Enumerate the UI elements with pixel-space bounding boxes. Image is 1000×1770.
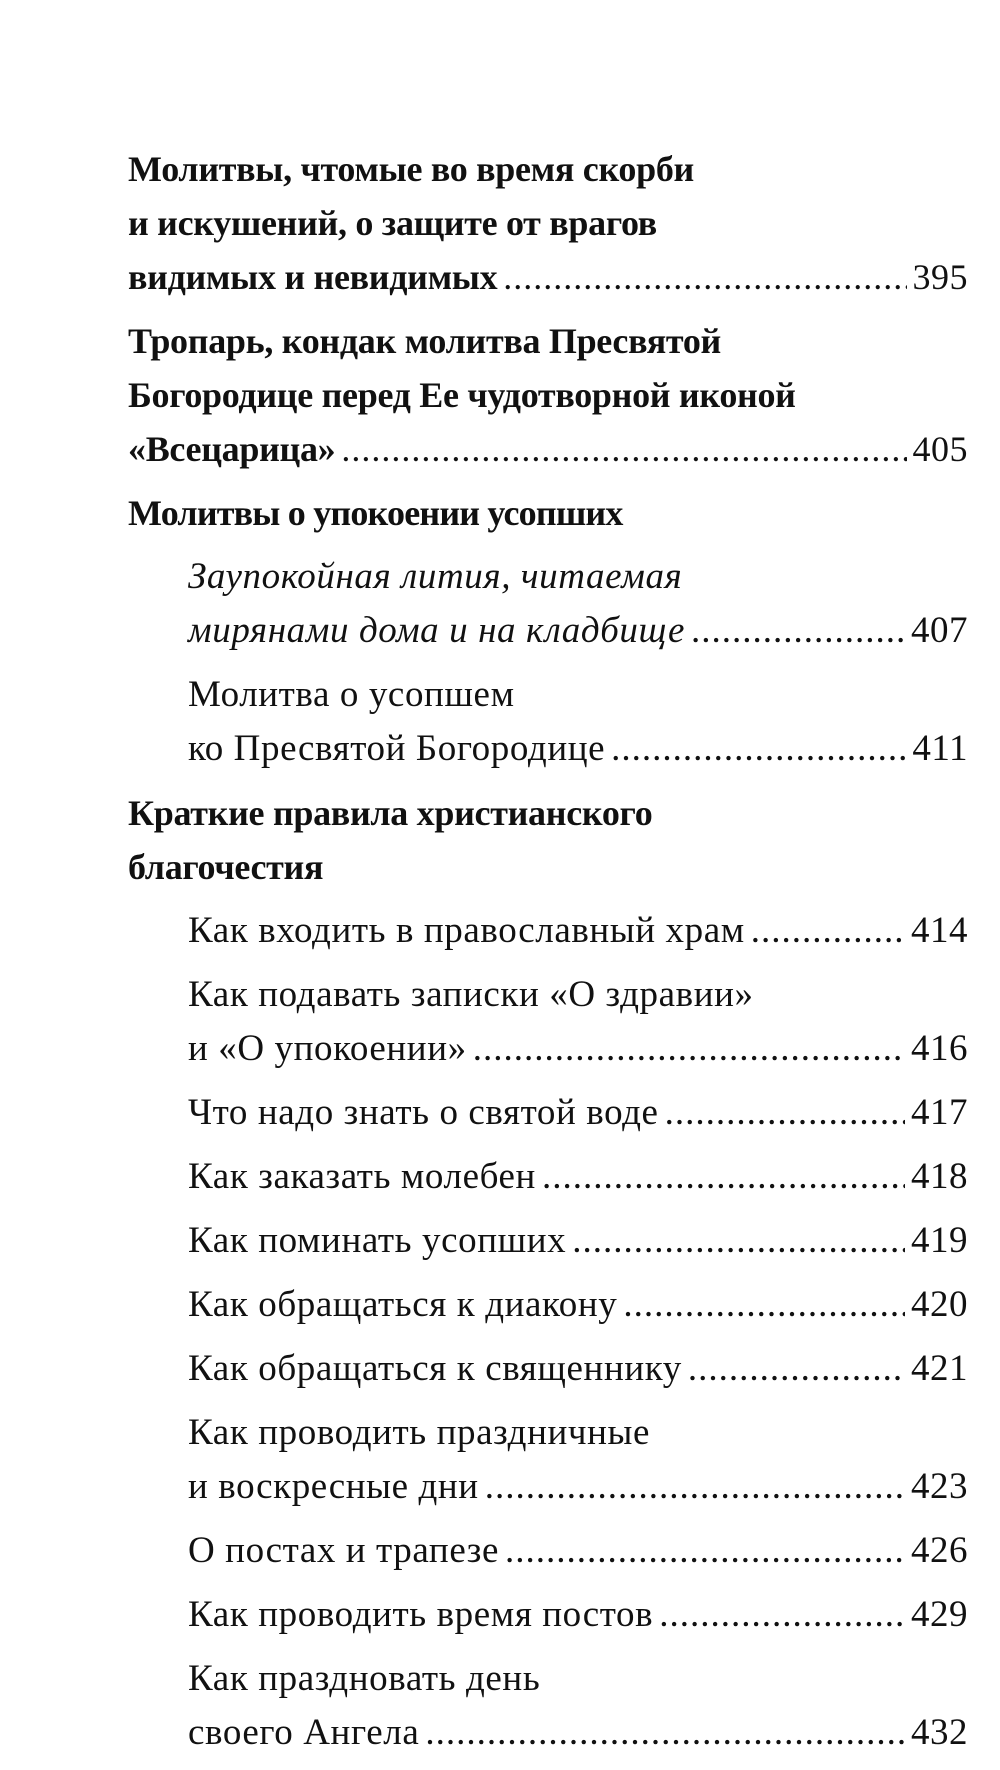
toc-subentry-fasts-meals[interactable] <box>128 1524 968 1578</box>
toc-entry-line <box>188 1706 968 1760</box>
toc-entry-text: Молитва о усопшем <box>188 674 515 715</box>
toc-entry-text: Как обращаться к священнику <box>188 1348 682 1389</box>
toc-entry-line <box>188 1278 968 1332</box>
toc-entry-line <box>188 1214 968 1268</box>
dot-leader <box>542 1150 905 1204</box>
toc-subentry-deacon[interactable] <box>128 1278 968 1332</box>
section-heading-text: Молитвы о упокоении усопших <box>128 493 623 533</box>
toc-subentry-name-day[interactable] <box>128 1652 968 1760</box>
dot-leader <box>425 1706 905 1760</box>
toc-entry-line <box>188 1022 968 1076</box>
toc-entry-line <box>188 1406 968 1460</box>
toc-entry-text: ко Пресвятой Богородице <box>188 728 606 769</box>
toc-entry-text: «Всецарица» <box>128 429 336 469</box>
toc-entry-line <box>128 422 968 476</box>
dot-leader <box>572 1214 905 1268</box>
section-heading-text: благочестия <box>128 847 324 887</box>
toc-entry-text: и искушений, о защите от врагов <box>128 203 657 243</box>
dot-leader <box>659 1588 905 1642</box>
toc-entry-line <box>128 142 968 196</box>
toc-entry-line <box>188 1588 968 1642</box>
toc-entry-text: видимых и невидимых <box>128 257 498 297</box>
section-heading <box>128 840 968 894</box>
toc-subentry-enter-temple[interactable] <box>128 904 968 958</box>
toc-entry-text: Что надо знать о святой воде <box>188 1092 659 1133</box>
toc-entry-text: и воскресные дни <box>188 1466 479 1507</box>
toc-subentry-commemorate[interactable] <box>128 1214 968 1268</box>
toc-entry-line <box>188 904 968 958</box>
toc-entry-line <box>188 1342 968 1396</box>
toc-entry-text: Как проводить праздничные <box>188 1412 650 1453</box>
toc-entry-text: О постах и трапезе <box>188 1530 500 1571</box>
toc-entry-line <box>188 1460 968 1514</box>
dot-leader <box>341 422 906 476</box>
toc-subentry-litiya[interactable] <box>128 550 968 658</box>
toc-subentry-fasting-time[interactable] <box>128 1588 968 1642</box>
dot-leader <box>665 1086 905 1140</box>
toc-entry-text: и «О упокоении» <box>188 1028 467 1069</box>
toc-entry-text: Богородице перед Ее чудотворной иконой <box>128 375 796 415</box>
toc-entry-line <box>188 668 968 722</box>
toc-entry-text: Как поминать усопших <box>188 1220 567 1261</box>
toc-entry-text: Как входить в православный храм <box>188 910 745 951</box>
toc-entry-text: Как обращаться к диакону <box>188 1284 618 1325</box>
toc-subentry-holidays[interactable] <box>128 1406 968 1514</box>
table-of-contents <box>128 142 968 1770</box>
page-number: 421 <box>911 1348 968 1389</box>
page-number: 407 <box>911 610 968 651</box>
toc-entry-line <box>188 604 968 658</box>
dot-leader <box>505 1524 905 1578</box>
page-number: 395 <box>912 257 968 297</box>
page-number: 419 <box>911 1220 968 1261</box>
page-number: 423 <box>911 1466 968 1507</box>
toc-entry-text: Как заказать молебен <box>188 1156 536 1197</box>
page-number: 405 <box>912 429 968 469</box>
toc-entry-text: Как проводить время постов <box>188 1594 654 1635</box>
page-number: 416 <box>911 1028 968 1069</box>
toc-entry-line <box>188 1652 968 1706</box>
page-number: 426 <box>911 1530 968 1571</box>
toc-entry-text: мирянами дома и на кладбище <box>188 610 686 651</box>
dot-leader <box>691 604 905 658</box>
page-number: 420 <box>911 1284 968 1325</box>
toc-entry-text: Как праздновать день <box>188 1658 541 1699</box>
toc-subentry-holy-water[interactable] <box>128 1086 968 1140</box>
section-heading <box>128 786 968 840</box>
toc-entry-line <box>188 968 968 1022</box>
toc-entry-line <box>188 1150 968 1204</box>
toc-entry-text: своего Ангела <box>188 1712 420 1753</box>
page-number: 418 <box>911 1156 968 1197</box>
toc-entry-troparion-vsetsaritsa[interactable] <box>128 314 968 476</box>
toc-entry-line <box>188 722 968 776</box>
toc-entry-line <box>128 314 968 368</box>
dot-leader <box>503 250 906 304</box>
page-number: 417 <box>911 1092 968 1133</box>
dot-leader <box>751 904 905 958</box>
toc-section-piety-rules <box>128 786 968 894</box>
toc-section-departed <box>128 486 968 540</box>
toc-entry-text: Как подавать записки «О здравии» <box>188 974 754 1015</box>
toc-entry-prayers-sorrow[interactable] <box>128 142 968 304</box>
dot-leader <box>473 1022 905 1076</box>
toc-subentry-prayer-departed[interactable] <box>128 668 968 776</box>
dot-leader <box>611 722 906 776</box>
toc-entry-line <box>128 368 968 422</box>
toc-entry-line <box>188 1086 968 1140</box>
toc-subentry-priest[interactable] <box>128 1342 968 1396</box>
page-number: 411 <box>912 728 968 769</box>
toc-entry-line <box>128 196 968 250</box>
toc-entry-line <box>188 1524 968 1578</box>
toc-entry-text: Молитвы, чтомые во время скорби <box>128 149 694 189</box>
toc-entry-text: Заупокойная лития, читаемая <box>188 556 683 597</box>
dot-leader <box>623 1278 905 1332</box>
toc-subentry-moleben[interactable] <box>128 1150 968 1204</box>
toc-entry-line <box>188 550 968 604</box>
dot-leader <box>688 1342 905 1396</box>
dot-leader <box>485 1460 905 1514</box>
toc-entry-line <box>128 250 968 304</box>
page-number: 432 <box>911 1712 968 1753</box>
section-heading <box>128 486 968 540</box>
toc-subentry-notes[interactable] <box>128 968 968 1076</box>
section-heading-text: Краткие правила христианского <box>128 793 653 833</box>
toc-entry-text: Тропарь, кондак молитва Пресвятой <box>128 321 721 361</box>
page-number: 414 <box>911 910 968 951</box>
page-number: 429 <box>911 1594 968 1635</box>
